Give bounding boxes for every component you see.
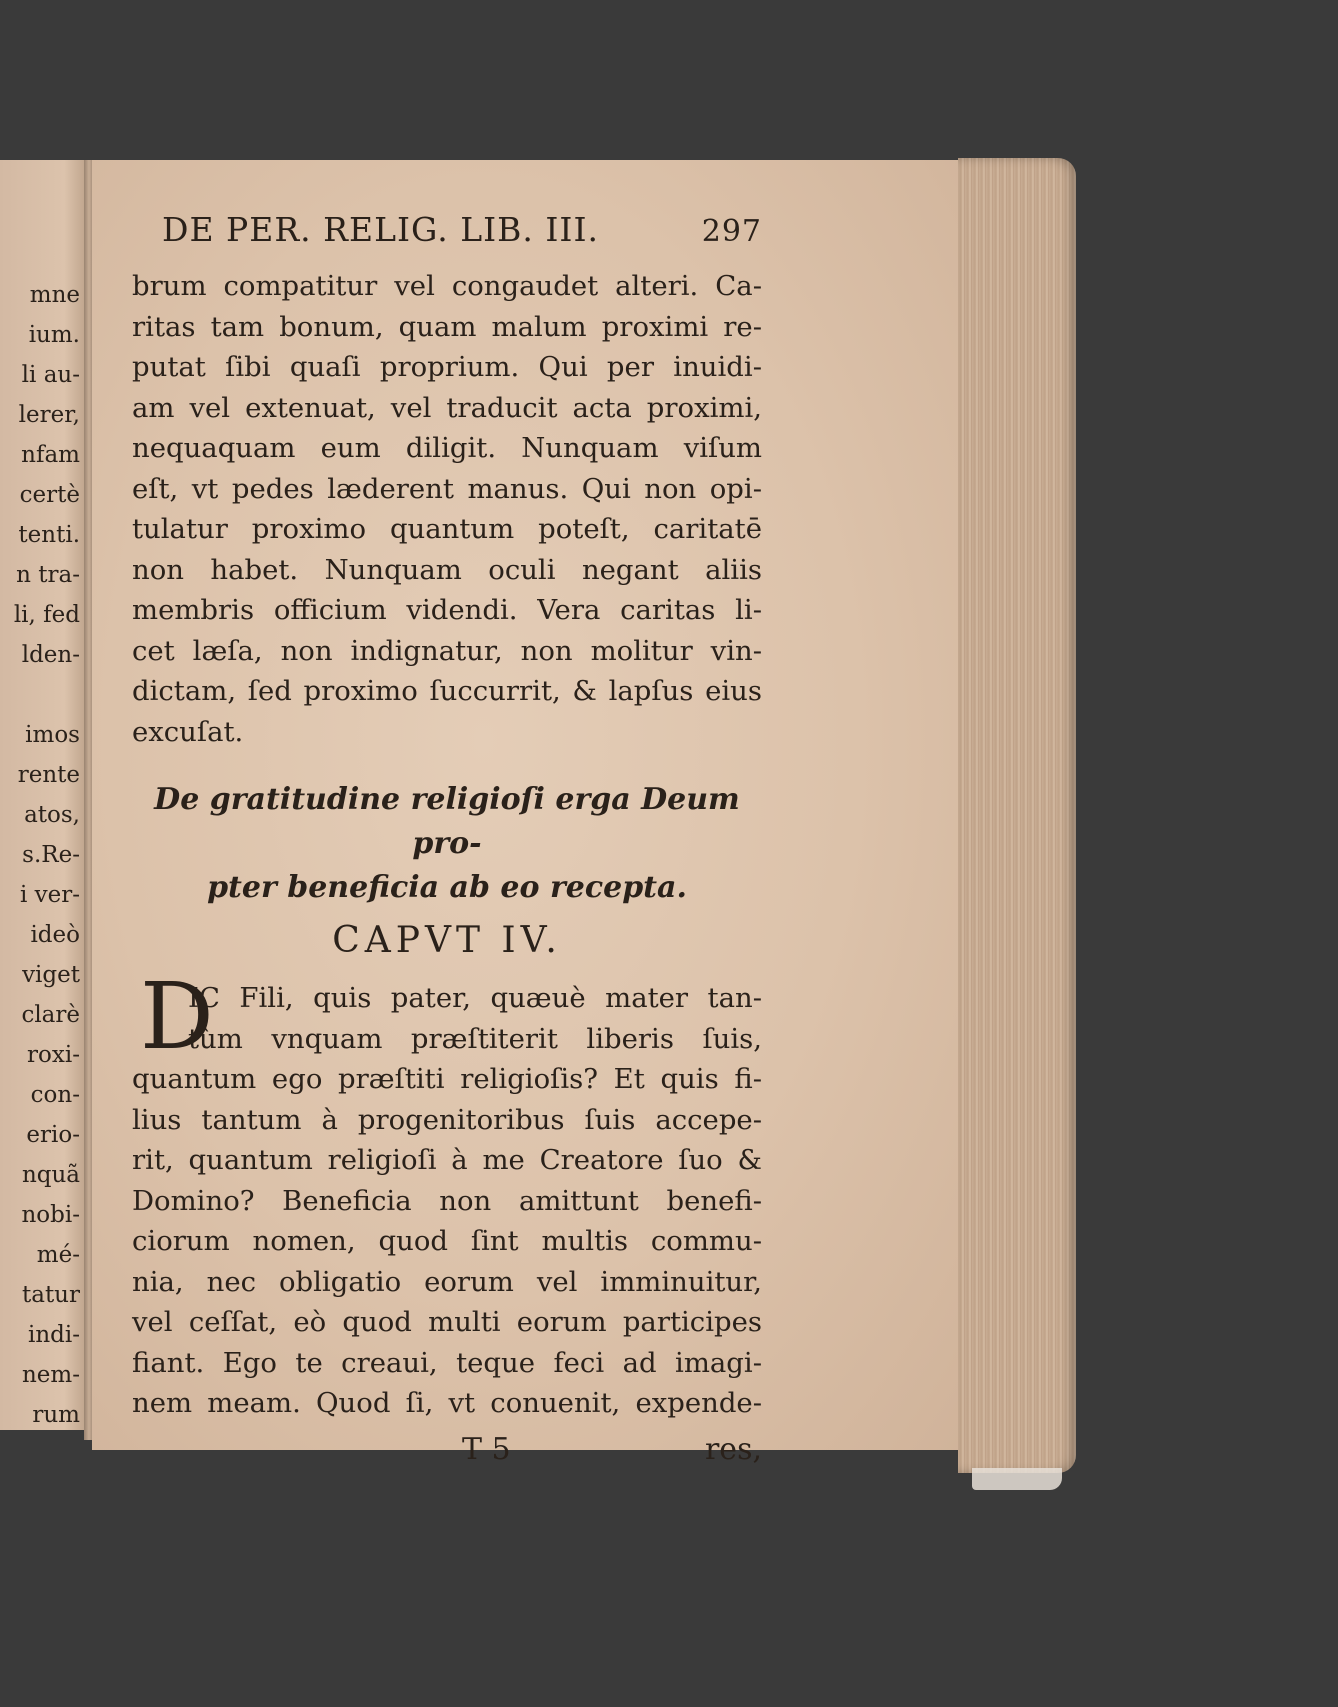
left-line-fragment: atos, (24, 802, 80, 828)
left-line-fragment: clarè (21, 1002, 80, 1028)
text-line: nia, nec obligatio eorum vel imminuitur, (132, 1265, 762, 1298)
text-line: eſt, vt pedes læderent manus. Qui non opi- (132, 472, 762, 505)
text-line: membris officium videndi. Vera caritas li- (132, 594, 762, 626)
heading-line: pter beneficia ab eo recepta. (207, 870, 687, 905)
page-footer (132, 1432, 762, 1467)
text-line: am vel extenuat, vel traducit acta proximi, (132, 391, 762, 424)
text-line: rit, quantum religioſi à me Creatore ſuo & (132, 1144, 762, 1176)
left-line-fragment: s.Re- (22, 842, 80, 868)
paragraph-1 (132, 266, 762, 752)
paragraph-2 (132, 963, 762, 1424)
left-line-fragment: rum (32, 1402, 80, 1428)
left-line-fragment: nem- (21, 1362, 80, 1388)
running-head (162, 210, 762, 260)
left-line-fragment: tenti. (18, 522, 80, 548)
chapter-title: CAPVT IV. (332, 920, 562, 961)
text-line: quantum ego præſtiti religioſis? Et quis fi- (132, 1063, 762, 1095)
text-line: putat ſibi quaſi proprium. Qui per inuidi- (132, 351, 762, 383)
left-line-fragment: li au- (21, 362, 80, 388)
text-line: dictam, ſed proximo ſuccurrit, & lapſus eius (132, 675, 762, 707)
left-line-fragment: mé- (36, 1242, 80, 1268)
paragraph-2-lines (132, 963, 762, 1424)
left-line-fragment: certè (19, 482, 80, 508)
text-line: Domino? Beneficia non amittunt benefi- (132, 1184, 762, 1217)
text-line: vel ceſſat, eò quod multi eorum participes (132, 1306, 762, 1338)
text-line: nem meam. Quod ſi, vt conuenit, expende- (132, 1387, 762, 1419)
left-line-fragment (0, 675, 80, 715)
text-line: ciorum nomen, quod ſint multis commu- (132, 1225, 762, 1257)
left-line-fragment: n tra- (16, 562, 80, 588)
left-line-fragment: mne (29, 282, 80, 308)
text-line: cet læſa, non indignatur, non molitur vin- (132, 634, 762, 667)
left-line-fragment: roxi- (27, 1042, 80, 1068)
text-line: ritas tam bonum, quam malum proximi re- (132, 310, 762, 343)
left-line-fragment: ium. (28, 322, 80, 348)
left-line-fragment: erio- (26, 1122, 80, 1148)
drop-cap: D (140, 963, 214, 1070)
running-head-title: DE PER. RELIG. LIB. III. (162, 210, 599, 249)
text-line: non habet. Nunquam oculi negant aliis (132, 553, 762, 586)
left-line-fragment: li, fed (13, 602, 80, 628)
signature-mark: T 5 (462, 1431, 511, 1467)
left-page-text (0, 275, 80, 1435)
page-number: 297 (701, 214, 762, 249)
left-line-fragment: ideò (30, 922, 80, 948)
left-line-fragment: imos (25, 722, 80, 748)
left-line-fragment: con- (30, 1082, 80, 1108)
text-line: brum compatitur vel congaudet alteri. Ca- (132, 270, 762, 302)
left-line-fragment: lerer, (18, 402, 80, 428)
left-line-fragment: nobi- (21, 1202, 80, 1228)
right-page-text (132, 210, 762, 1467)
left-line-fragment: lden- (21, 642, 80, 668)
text-line: nequaquam eum diligit. Nunquam viſum (132, 432, 762, 464)
left-line-fragment: tatur (21, 1282, 80, 1308)
left-line-fragment: nfam (21, 442, 80, 468)
left-line-fragment: nquã (21, 1162, 80, 1188)
heading-line: De gratitudine religioſi erga Deum pro- (154, 782, 740, 861)
catchword: res, (704, 1431, 762, 1467)
left-line-fragment: indi- (27, 1322, 80, 1348)
text-line: tùm vnquam præſtiterit liberis ſuis, (188, 1022, 762, 1055)
text-line: excuſat. (132, 715, 244, 748)
left-line-fragment: i ver- (19, 882, 80, 908)
left-line-fragment: viget (22, 962, 80, 988)
text-line: lius tantum à progenitoribus ſuis accepe- (132, 1103, 762, 1136)
binding-tear (972, 1468, 1062, 1490)
text-line: fiant. Ego te creaui, teque feci ad imagi- (132, 1346, 762, 1379)
left-line-fragment: rente (17, 762, 80, 788)
text-line: IC Fili, quis pater, quæuè mater tan- (188, 982, 762, 1014)
page-edges (958, 158, 1076, 1473)
section-heading (132, 778, 762, 910)
text-line: tulatur proximo quantum poteſt, caritatē (132, 513, 762, 545)
